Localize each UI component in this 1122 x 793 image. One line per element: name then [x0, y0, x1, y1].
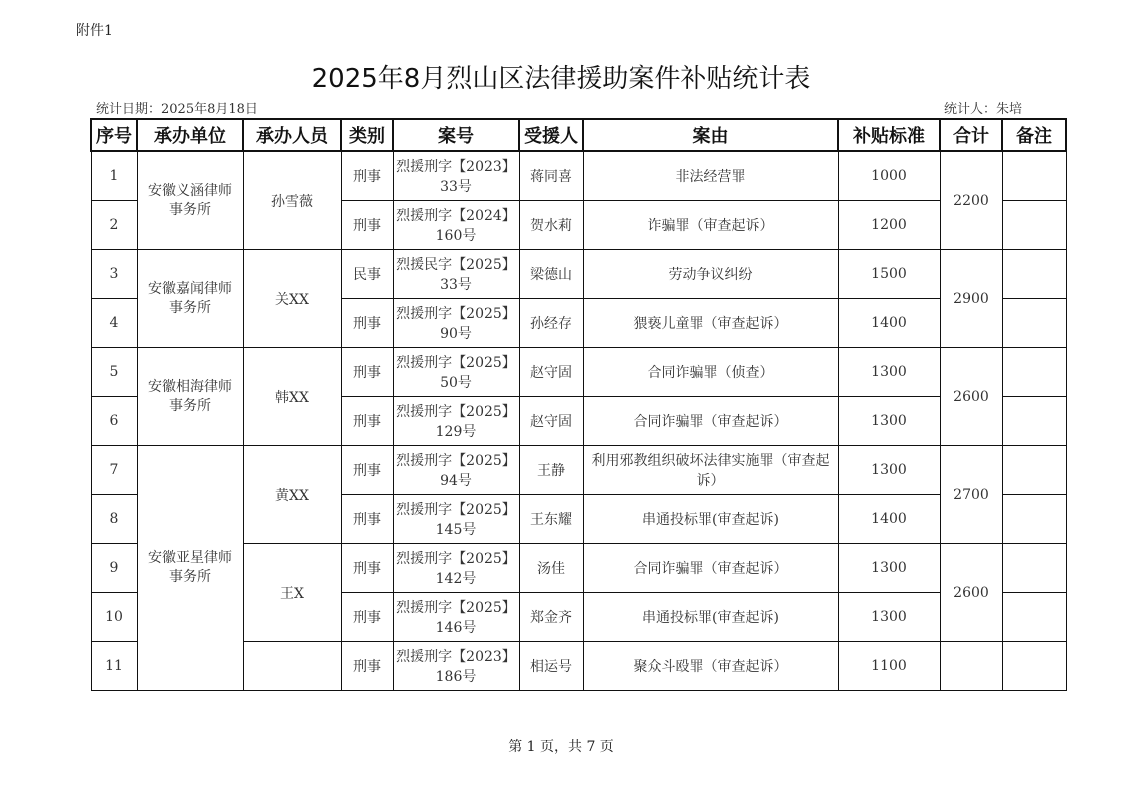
staff-cell: 关XX: [243, 250, 341, 348]
case-no-cell: 烈援刑字【2025】50号: [393, 348, 519, 397]
subsidy-cell: 1300: [838, 348, 940, 397]
subsidy-cell: 1300: [838, 446, 940, 495]
remark-cell: [1002, 348, 1066, 397]
recipient-cell: 郑金齐: [519, 593, 583, 642]
subsidy-cell: 1100: [838, 642, 940, 691]
row-no: 1: [91, 151, 137, 201]
unit-cell: 安徽相海律师 事务所: [137, 348, 243, 446]
header-total: 合计: [940, 119, 1002, 151]
remark-cell: [1002, 151, 1066, 201]
recipient-cell: 王东耀: [519, 495, 583, 544]
reason-cell: 合同诈骗罪（审查起诉）: [583, 397, 838, 446]
row-no: 4: [91, 299, 137, 348]
recipient-cell: 汤佳: [519, 544, 583, 593]
table-row: [91, 348, 1066, 397]
case-no-cell: 烈援刑字【2025】94号: [393, 446, 519, 495]
reason-cell: 诈骗罪（审查起诉）: [583, 201, 838, 250]
row-no: 8: [91, 495, 137, 544]
category-cell: 刑事: [341, 397, 393, 446]
reason-cell: 劳动争议纠纷: [583, 250, 838, 299]
header-no: 序号: [91, 119, 137, 151]
row-no: 11: [91, 642, 137, 691]
subsidy-cell: 1200: [838, 201, 940, 250]
recipient-cell: 赵守固: [519, 348, 583, 397]
category-cell: 刑事: [341, 151, 393, 201]
total-cell: 2700: [940, 446, 1002, 544]
unit-cell: 安徽嘉闻律师 事务所: [137, 250, 243, 348]
unit-cell: 安徽义涵律师 事务所: [137, 151, 243, 250]
staff-cell: [243, 642, 341, 691]
page-title: 2025年8月烈山区法律援助案件补贴统计表: [311, 64, 811, 94]
row-no: 7: [91, 446, 137, 495]
remark-cell: [1002, 593, 1066, 642]
remark-cell: [1002, 397, 1066, 446]
category-cell: 刑事: [341, 348, 393, 397]
reason-cell: 串通投标罪(审查起诉): [583, 495, 838, 544]
recipient-cell: 贺水莉: [519, 201, 583, 250]
recipient-cell: 王静: [519, 446, 583, 495]
reason-cell: 合同诈骗罪（审查起诉）: [583, 544, 838, 593]
total-cell: 2600: [940, 348, 1002, 446]
total-cell: [940, 642, 1002, 691]
row-no: 6: [91, 397, 137, 446]
header-row: [91, 119, 1066, 151]
case-no-cell: 烈援刑字【2025】142号: [393, 544, 519, 593]
stat-date: 统计日期：2025年8月18日: [96, 102, 258, 117]
subsidy-cell: 1300: [838, 544, 940, 593]
case-no-cell: 烈援刑字【2025】146号: [393, 593, 519, 642]
page-footer: 第 1 页，共 7 页: [508, 739, 614, 755]
category-cell: 刑事: [341, 544, 393, 593]
subsidy-cell: 1000: [838, 151, 940, 201]
remark-cell: [1002, 642, 1066, 691]
recipient-cell: 赵守固: [519, 397, 583, 446]
category-cell: 刑事: [341, 201, 393, 250]
case-no-cell: 烈援刑字【2025】90号: [393, 299, 519, 348]
reason-cell: 猥亵儿童罪（审查起诉）: [583, 299, 838, 348]
recipient-cell: 梁德山: [519, 250, 583, 299]
reason-cell: 利用邪教组织破坏法律实施罪（审查起诉）: [583, 446, 838, 495]
staff-cell: 王X: [243, 544, 341, 642]
staff-cell: 孙雪薇: [243, 151, 341, 250]
remark-cell: [1002, 201, 1066, 250]
category-cell: 刑事: [341, 299, 393, 348]
row-no: 9: [91, 544, 137, 593]
header-subsidy: 补贴标准: [838, 119, 940, 151]
staff-cell: 韩XX: [243, 348, 341, 446]
case-no-cell: 烈援刑字【2023】33号: [393, 151, 519, 201]
remark-cell: [1002, 446, 1066, 495]
total-cell: 2900: [940, 250, 1002, 348]
remark-cell: [1002, 544, 1066, 593]
reason-cell: 合同诈骗罪（侦查）: [583, 348, 838, 397]
table-row: [91, 151, 1066, 201]
row-no: 2: [91, 201, 137, 250]
case-no-cell: 烈援刑字【2025】145号: [393, 495, 519, 544]
header-case-no: 案号: [393, 119, 519, 151]
remark-cell: [1002, 250, 1066, 299]
case-no-cell: 烈援刑字【2025】129号: [393, 397, 519, 446]
reason-cell: 非法经营罪: [583, 151, 838, 201]
case-no-cell: 烈援刑字【2023】186号: [393, 642, 519, 691]
staff-cell: 黄XX: [243, 446, 341, 544]
header-category: 类别: [341, 119, 393, 151]
category-cell: 刑事: [341, 593, 393, 642]
remark-cell: [1002, 495, 1066, 544]
header-unit: 承办单位: [137, 119, 243, 151]
row-no: 3: [91, 250, 137, 299]
unit-cell: 安徽亚星律师 事务所: [137, 446, 243, 691]
recipient-cell: 蒋同喜: [519, 151, 583, 201]
category-cell: 民事: [341, 250, 393, 299]
subsidy-cell: 1500: [838, 250, 940, 299]
attachment-label: 附件1: [76, 23, 113, 39]
category-cell: 刑事: [341, 495, 393, 544]
total-cell: 2200: [940, 151, 1002, 250]
subsidy-cell: 1300: [838, 593, 940, 642]
case-no-cell: 烈援刑字【2024】160号: [393, 201, 519, 250]
stat-person: 统计人：朱培: [944, 102, 1023, 117]
header-remark: 备注: [1002, 119, 1066, 151]
subsidy-table: [90, 118, 1067, 691]
row-no: 5: [91, 348, 137, 397]
subsidy-cell: 1400: [838, 299, 940, 348]
subsidy-cell: 1400: [838, 495, 940, 544]
header-recipient: 受援人: [519, 119, 583, 151]
category-cell: 刑事: [341, 642, 393, 691]
header-reason: 案由: [583, 119, 838, 151]
reason-cell: 聚众斗殴罪（审查起诉）: [583, 642, 838, 691]
category-cell: 刑事: [341, 446, 393, 495]
table-row: [91, 250, 1066, 299]
table-row: [91, 446, 1066, 495]
reason-cell: 串通投标罪(审查起诉): [583, 593, 838, 642]
case-no-cell: 烈援民字【2025】33号: [393, 250, 519, 299]
header-staff: 承办人员: [243, 119, 341, 151]
recipient-cell: 相运号: [519, 642, 583, 691]
recipient-cell: 孙经存: [519, 299, 583, 348]
remark-cell: [1002, 299, 1066, 348]
total-cell: 2600: [940, 544, 1002, 642]
row-no: 10: [91, 593, 137, 642]
subsidy-cell: 1300: [838, 397, 940, 446]
